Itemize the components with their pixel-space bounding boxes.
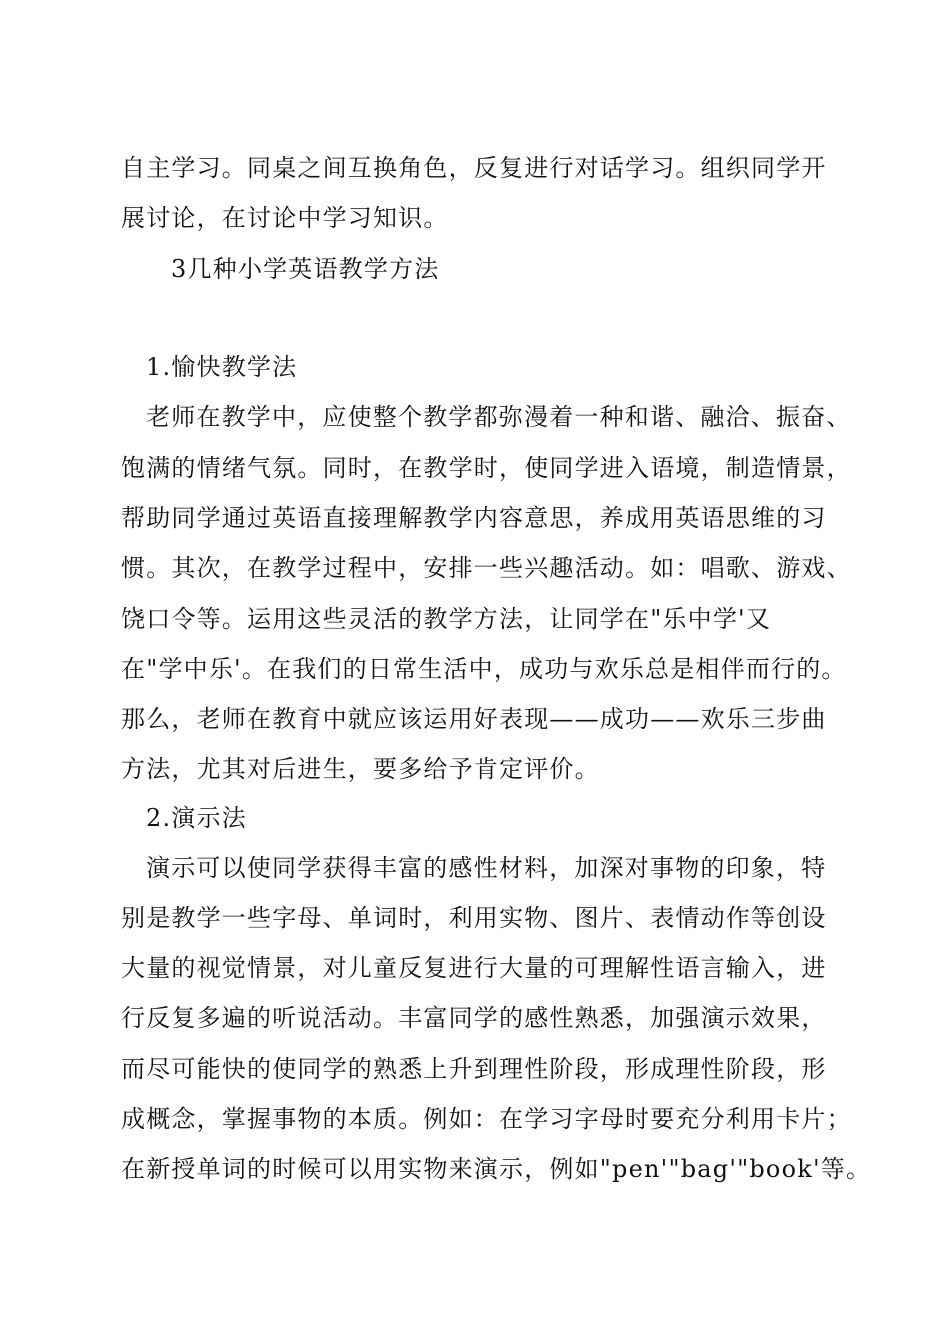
paragraph-line: 别是教学一些字母、单词时，利用实物、图片、表情动作等创设 <box>121 904 827 932</box>
paragraph-line: 在新授单词的时候可以用实物来演示，例如"pen'"bag'"book'等。 <box>121 1155 872 1183</box>
subsection-heading: 1.愉快教学法 <box>146 353 298 381</box>
paragraph-line: 老师在教学中，应使整个教学都弥漫着一种和谐、融洽、振奋、 <box>146 403 852 431</box>
paragraph-line: 饱满的情绪气氛。同时，在教学时，使同学进入语境，制造情景， <box>121 454 852 482</box>
paragraph-line: 方法，尤其对后进生，要多给予肯定评价。 <box>121 755 600 783</box>
subsection-heading: 2.演示法 <box>146 804 247 832</box>
paragraph-line: 而尽可能快的使同学的熟悉上升到理性阶段，形成理性阶段，形 <box>121 1055 827 1083</box>
paragraph-line: 惯。其次，在教学过程中，安排一些兴趣活动。如：唱歌、游戏、 <box>121 554 852 582</box>
paragraph-line: 行反复多遍的听说活动。丰富同学的感性熟悉，加强演示效果， <box>121 1004 827 1032</box>
paragraph-line: 自主学习。同桌之间互换角色，反复进行对话学习。组织同学开 <box>121 154 827 182</box>
paragraph-line: 帮助同学通过英语直接理解教学内容意思，养成用英语思维的习 <box>121 504 827 532</box>
paragraph-line: 那么，老师在教育中就应该运用好表现——成功——欢乐三步曲 <box>121 705 827 733</box>
paragraph-line: 演示可以使同学获得丰富的感性材料，加深对事物的印象，特 <box>146 854 827 882</box>
paragraph-line: 在"学中乐'。在我们的日常生活中，成功与欢乐总是相伴而行的。 <box>121 655 847 683</box>
paragraph-line: 饶口令等。运用这些灵活的教学方法，让同学在"乐中学'又 <box>121 605 772 633</box>
paragraph-line: 展讨论，在讨论中学习知识。 <box>121 204 449 232</box>
section-heading: 3几种小学英语教学方法 <box>171 255 440 283</box>
paragraph-line: 成概念，掌握事物的本质。例如：在学习字母时要充分利用卡片； <box>121 1105 852 1133</box>
paragraph-line: 大量的视觉情景，对儿童反复进行大量的可理解性语言输入，进 <box>121 954 827 982</box>
